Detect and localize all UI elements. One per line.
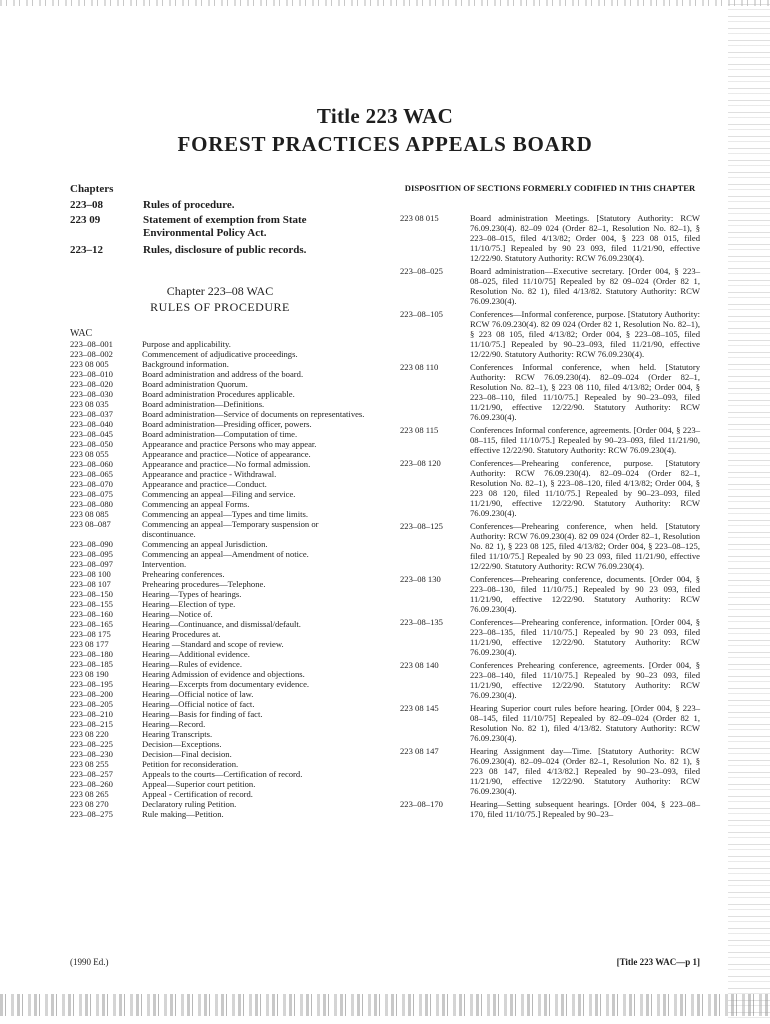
disposition-entry xyxy=(400,703,700,743)
disposition-entry xyxy=(400,746,700,796)
section-entry-number: 223–08–260 xyxy=(70,779,113,789)
chapter-number: 223–08 xyxy=(70,199,103,211)
section-entry xyxy=(70,649,370,659)
section-entry-number: 223–08–020 xyxy=(70,379,113,389)
section-entry xyxy=(70,789,370,799)
section-entry-text: Board administration—Definitions. xyxy=(142,399,265,409)
section-entry-number: 223–08–275 xyxy=(70,809,113,819)
chapter-subheading: RULES OF PROCEDURE xyxy=(150,300,290,314)
section-entry xyxy=(70,399,370,409)
section-entry-text: Hearing—Official notice of fact. xyxy=(142,699,255,709)
section-entry xyxy=(70,749,370,759)
section-entry-text: Prehearing conferences. xyxy=(142,569,225,579)
section-entry-number: 223 08–087 xyxy=(70,519,111,529)
section-entry-number: 223–08–080 xyxy=(70,499,113,509)
section-entry-text: Appeal—Superior court petition. xyxy=(142,779,256,789)
section-entry xyxy=(70,549,370,559)
section-entry-text: Hearing —Standard and scope of review. xyxy=(142,639,284,649)
section-entry-text: Hearing—Notice of. xyxy=(142,609,213,619)
section-entry-number: 223 08 190 xyxy=(70,669,109,679)
disposition-entry-text: Hearing Superior court rules before hearing. [Order 004, § 223–08–145, filed 11/10/75] Repealed by 82–09–024 (Order 82 1, Resolution No. 82 1), filed 4/13/82. Statutory Authority: RCW 76.09.230(4). xyxy=(470,703,700,743)
section-entry xyxy=(70,809,370,819)
disposition-entry-number: 223–08–125 xyxy=(400,521,443,531)
disposition-entry-number: 223–08–025 xyxy=(400,266,443,276)
section-entry-text: Decision—Final decision. xyxy=(142,749,232,759)
page-title-line2: FOREST PRACTICES APPEALS BOARD xyxy=(177,132,593,156)
section-entry-number: 223–08–195 xyxy=(70,679,113,689)
section-entry-number: 223–08–040 xyxy=(70,419,113,429)
section-entry-text: Appearance and practice—Conduct. xyxy=(142,479,267,489)
section-entry-text: Board administration Procedures applicable. xyxy=(142,389,295,399)
chapter-heading: Chapter 223–08 WAC xyxy=(166,284,274,298)
scan-noise-bottom xyxy=(0,994,770,1016)
section-entry-number: 223–08–097 xyxy=(70,559,113,569)
page-title-line1: Title 223 WAC xyxy=(316,104,454,128)
disposition-entry xyxy=(400,521,700,571)
section-entry-text: Commencing an appeal Forms. xyxy=(142,499,250,509)
disposition-entry-text: Hearing Assignment day—Time. [Statutory Authority: RCW 76.09.230(4). 82–09–024 (Order 82–1, Resolution No. 82 1), § 223 08 147, filed 4/13/82.] Repealed by 90–23–093, filed 11/21/90, effective 12/22/90. Statutory Authority: RCW 76.09.230(4). xyxy=(470,746,700,796)
section-entry-number: 223 08 035 xyxy=(70,399,109,409)
section-entry-text: Commencing an appeal—Types and time limits. xyxy=(142,509,308,519)
section-entry-number: 223–08–180 xyxy=(70,649,113,659)
section-entry xyxy=(70,439,370,449)
disposition-entry xyxy=(400,799,700,819)
chapter-number: 223 09 xyxy=(70,214,101,226)
wac-label: WAC xyxy=(70,328,93,339)
section-entry-text: Hearing Admission of evidence and objections. xyxy=(142,669,305,679)
disposition-entry-number: 223–08 130 xyxy=(400,574,441,584)
section-entry xyxy=(70,569,370,579)
section-entry-number: 223–08–037 xyxy=(70,409,113,419)
section-entry-text: Commencement of adjudicative proceedings. xyxy=(142,349,298,359)
section-entry-text: Hearing—Types of hearings. xyxy=(142,589,242,599)
disposition-list xyxy=(400,213,700,822)
disposition-entry-text: Conferences—Prehearing conference, when held. [Statutory Authority: RCW 76.09.230(4). 82 09 024 (Order 82–1, Resolution No. 82 1), § 223 08 125, filed 4/13/82; Order 004, § 223–08–125, filed 11/10/75.] Repealed by 90 23 093, filed 11/21/90, effective 12/22/90. Statutory Authority: RCW 76.09.230(4). xyxy=(470,521,700,571)
section-entry-number: 223–08–065 xyxy=(70,469,113,479)
section-entry-number: 223–08–165 xyxy=(70,619,113,629)
section-entry xyxy=(70,369,370,379)
disposition-entry-text: Hearing—Setting subsequent hearings. [Order 004, § 223–08–170, filed 11/10/75.] Repealed by 90–23– xyxy=(470,799,700,819)
section-entry xyxy=(70,689,370,699)
section-entry-number: 223 08 005 xyxy=(70,359,109,369)
section-entry xyxy=(70,579,370,589)
disposition-entry xyxy=(400,660,700,700)
section-entry xyxy=(70,679,370,689)
section-entry xyxy=(70,359,370,369)
section-entry-number: 223–08–160 xyxy=(70,609,113,619)
section-entry-text: Hearing—Additional evidence. xyxy=(142,649,250,659)
section-entry-number: 223 08 177 xyxy=(70,639,109,649)
section-entry-number: 223–08–001 xyxy=(70,339,113,349)
section-entry-text: Board administration—Computation of time. xyxy=(142,429,298,439)
disposition-entry xyxy=(400,425,700,455)
section-entry-number: 223 08 255 xyxy=(70,759,109,769)
section-entry-number: 223–08–230 xyxy=(70,749,113,759)
section-entry-number: 223–08–205 xyxy=(70,699,113,709)
section-entry xyxy=(70,759,370,769)
chapter-title: Rules, disclosure of public records. xyxy=(143,244,307,256)
disposition-entry-text: Conferences Prehearing conference, agreements. [Order 004, § 223–08–140, filed 11/10/75.] Repealed by 90–23 093, filed 11/21/90, effective 12/22/90. Statutory Authority: RCW 76.09.230(4). xyxy=(470,660,700,700)
section-entry xyxy=(70,629,370,639)
section-entry xyxy=(70,559,370,569)
section-entry-text: Prehearing procedures—Telephone. xyxy=(142,579,266,589)
section-entry-text: Purpose and applicability. xyxy=(142,339,231,349)
section-entry-text: Decision—Exceptions. xyxy=(142,739,222,749)
section-entry-number: 223–08–045 xyxy=(70,429,113,439)
section-entry-text: Commencing an appeal Jurisdiction. xyxy=(142,539,268,549)
section-entry-text: Petition for reconsideration. xyxy=(142,759,239,769)
section-entry xyxy=(70,429,370,439)
disposition-entry-number: 223–08–135 xyxy=(400,617,443,627)
disposition-entry xyxy=(400,213,700,263)
section-entry xyxy=(70,449,370,459)
section-entry-text: Commencing an appeal—Temporary suspension or discontinuance. xyxy=(142,519,319,539)
section-entry-number: 223–08–200 xyxy=(70,689,113,699)
section-entry-number: 223–08–002 xyxy=(70,349,113,359)
section-entry-number: 223–08–030 xyxy=(70,389,113,399)
disposition-entry-number: 223–08–105 xyxy=(400,309,443,319)
section-entry-number: 223 08 220 xyxy=(70,729,109,739)
section-entry xyxy=(70,409,370,419)
section-entry-text: Appearance and practice—Notice of appearance. xyxy=(142,449,311,459)
section-entry xyxy=(70,509,370,519)
section-entry-text: Hearing—Rules of evidence. xyxy=(142,659,242,669)
section-entry xyxy=(70,719,370,729)
section-entry-text: Hearing Procedures at. xyxy=(142,629,221,639)
section-entry-number: 223–08–185 xyxy=(70,659,113,669)
edition-footer: (1990 Ed.) xyxy=(70,957,109,967)
section-entry xyxy=(70,739,370,749)
section-entry xyxy=(70,709,370,719)
section-entry xyxy=(70,699,370,709)
section-entry-number: 223–08–150 xyxy=(70,589,113,599)
disposition-entry-number: 223 08 110 xyxy=(400,362,439,372)
disposition-entry-number: 223 08 115 xyxy=(400,425,439,435)
disposition-entry-text: Conferences—Prehearing conference, information. [Order 004, § 223–08–135, filed 11/10/75.] Repealed by 90 23 093, filed 11/21/90, effective 12/22/90. Statutory Authority: RCW 76.09.230(4). xyxy=(470,617,700,657)
section-entry xyxy=(70,349,370,359)
disposition-entry-text: Conferences Informal conference, agreements. [Order 004, § 223–08–115, filed 11/10/75.] Repealed by 90–23–093, filed 11/21/90, effective 12/22/90. Statutory Authority: RCW 76.09.230(4). xyxy=(470,425,700,455)
disposition-entry-number: 223 08 140 xyxy=(400,660,439,670)
chapter-title: Rules of procedure. xyxy=(143,199,235,211)
scan-noise-top xyxy=(0,0,770,6)
section-entry xyxy=(70,519,370,539)
section-entry-number: 223–08–155 xyxy=(70,599,113,609)
disposition-entry-text: Board administration—Executive secretary. [Order 004, § 223–08–025, filed 11/10/75] Repealed by 82 09–024 (Order 82 1, Resolution No. 82 1), filed 4/13/82. Statutory Authority: RCW 76.09.230(4). xyxy=(470,266,700,306)
section-list xyxy=(70,339,370,819)
section-entry-number: 223–08–095 xyxy=(70,549,113,559)
section-entry-text: Background information. xyxy=(142,359,229,369)
chapter-number: 223–12 xyxy=(70,244,103,256)
section-entry-text: Appeal - Certification of record. xyxy=(142,789,253,799)
section-entry xyxy=(70,799,370,809)
section-entry xyxy=(70,589,370,599)
disposition-entry-number: 223–08–170 xyxy=(400,799,443,809)
section-entry-number: 223 08 055 xyxy=(70,449,109,459)
section-entry-number: 223–08–225 xyxy=(70,739,113,749)
section-entry-text: Board administration and address of the board. xyxy=(142,369,304,379)
section-entry-text: Hearing—Election of type. xyxy=(142,599,236,609)
section-entry-number: 223–08–070 xyxy=(70,479,113,489)
disposition-entry xyxy=(400,617,700,657)
section-entry xyxy=(70,609,370,619)
section-entry xyxy=(70,659,370,669)
section-entry xyxy=(70,599,370,609)
section-entry-text: Intervention. xyxy=(142,559,187,569)
disposition-entry xyxy=(400,266,700,306)
disposition-entry-number: 223 08 015 xyxy=(400,213,439,223)
section-entry-number: 223–08 175 xyxy=(70,629,111,639)
disposition-entry xyxy=(400,362,700,422)
disposition-entry-number: 223–08 120 xyxy=(400,458,441,468)
section-entry xyxy=(70,489,370,499)
section-entry-text: Hearing—Excerpts from documentary evidence. xyxy=(142,679,310,689)
section-entry-number: 223 08 085 xyxy=(70,509,109,519)
section-entry xyxy=(70,379,370,389)
section-entry-text: Board administration—Service of documents on representatives. xyxy=(142,409,365,419)
section-entry-text: Commencing an appeal—Amendment of notice. xyxy=(142,549,309,559)
section-entry xyxy=(70,339,370,349)
section-entry-text: Hearing Transcripts. xyxy=(142,729,213,739)
disposition-entry xyxy=(400,458,700,518)
section-entry-text: Hearing—Basis for finding of fact. xyxy=(142,709,263,719)
section-entry-text: Hearing—Official notice of law. xyxy=(142,689,254,699)
chapters-heading: Chapters xyxy=(70,183,114,195)
section-entry-text: Board administration—Presiding officer, powers. xyxy=(142,419,312,429)
section-entry xyxy=(70,669,370,679)
disposition-entry xyxy=(400,309,700,359)
section-entry xyxy=(70,729,370,739)
disposition-heading: DISPOSITION OF SECTIONS FORMERLY CODIFIED IN THIS CHAPTER xyxy=(404,183,696,193)
section-entry-text: Board administration Quorum. xyxy=(142,379,248,389)
section-entry-number: 223–08–210 xyxy=(70,709,113,719)
section-entry-text: Appearance and practice—No formal admission. xyxy=(142,459,311,469)
disposition-entry-text: Conferences—Prehearing conference, purpose. [Statutory Authority: RCW 76.09.230(4). 82–09–024 (Order 82–1, Resolution No. 82–1), § 223–08–120, filed 4/13/82; Order 004, § 223 08 120, filed 11/10/75.] Repealed by 90–23–093, filed 11/21/90, effective 12/22/90. Statutory Authority: RCW 76.09.230(4). xyxy=(470,458,700,518)
section-entry-number: 223–08 107 xyxy=(70,579,111,589)
section-entry-number: 223–08–050 xyxy=(70,439,113,449)
section-entry xyxy=(70,389,370,399)
section-entry-text: Appeals to the courts—Certification of record. xyxy=(142,769,303,779)
section-entry-text: Rule making—Petition. xyxy=(142,809,224,819)
section-entry xyxy=(70,499,370,509)
disposition-entry-text: Conferences—Informal conference, purpose. [Statutory Authority: RCW 76.09.230(4). 82 09 024 (Order 82 1, Resolution No. 82–1), § 223 08 105, filed 4/13/82; Order 004, § 223–08–105, filed 11/10/75.] Repealed by 90–23–093, filed 11/21/90, effective 12/22/90. Statutory Authority: RCW 76.09.230(4). xyxy=(470,309,700,359)
section-entry xyxy=(70,459,370,469)
disposition-entry xyxy=(400,574,700,614)
section-entry xyxy=(70,779,370,789)
section-entry xyxy=(70,639,370,649)
chapter-title: Statement of exemption from State Environmental Policy Act. xyxy=(143,214,307,239)
section-entry xyxy=(70,419,370,429)
section-entry-number: 223 08 270 xyxy=(70,799,109,809)
disposition-entry-text: Conferences—Prehearing conference, documents. [Order 004, § 223–08–130, filed 11/10/75.] Repealed by 90 23 093, filed 11/21/90, effective 12/22/90. Statutory Authority: RCW 76.09.230(4). xyxy=(470,574,700,614)
disposition-entry-number: 223 08 147 xyxy=(400,746,439,756)
disposition-entry-number: 223 08 145 xyxy=(400,703,439,713)
section-entry xyxy=(70,539,370,549)
disposition-entry-text: Board administration Meetings. [Statutory Authority: RCW 76.09.230(4). 82–09 024 (Order 82–1, Resolution No. 82–1), § 223–08–015, filed 4/13/82; Order 004, § 223 08 015, filed 11/10/75.] Repealed by 90 23 093, filed 11/21/90, effective 12/22/90. Statutory Authority: RCW 76.09.230(4). xyxy=(470,213,700,263)
section-entry-number: 223–08–060 xyxy=(70,459,113,469)
section-entry-text: Appearance and practice - Withdrawal. xyxy=(142,469,277,479)
section-entry-text: Appearance and practice Persons who may appear. xyxy=(142,439,317,449)
disposition-entry-text: Conferences Informal conference, when held. [Statutory Authority: RCW 76.09.230(4). 82–09–024 (Order 82–1, Resolution No. 82–1), § 223 08 110, filed 4/13/82; Order 004, § 223–08–110, filed 11/10/75.] Repealed by 90–23–093, filed 11/21/90, effective 12/22/90. Statutory Authority: RCW 76.09.230(4). xyxy=(470,362,700,422)
section-entry xyxy=(70,479,370,489)
section-entry xyxy=(70,469,370,479)
section-entry-text: Commencing an appeal—Filing and service. xyxy=(142,489,296,499)
section-entry-number: 223–08–075 xyxy=(70,489,113,499)
section-entry-text: Declaratory ruling Petition. xyxy=(142,799,237,809)
section-entry-number: 223–08–215 xyxy=(70,719,113,729)
section-entry-number: 223–08–257 xyxy=(70,769,113,779)
section-entry xyxy=(70,619,370,629)
section-entry-text: Hearing—Continuance, and dismissal/default. xyxy=(142,619,301,629)
section-entry-number: 223–08–010 xyxy=(70,369,113,379)
page-number-footer: [Title 223 WAC—p 1] xyxy=(616,957,700,967)
section-entry-number: 223 08 265 xyxy=(70,789,109,799)
section-entry-text: Hearing—Record. xyxy=(142,719,206,729)
section-entry xyxy=(70,769,370,779)
section-entry-number: 223–08–090 xyxy=(70,539,113,549)
section-entry-number: 223–08 100 xyxy=(70,569,111,579)
